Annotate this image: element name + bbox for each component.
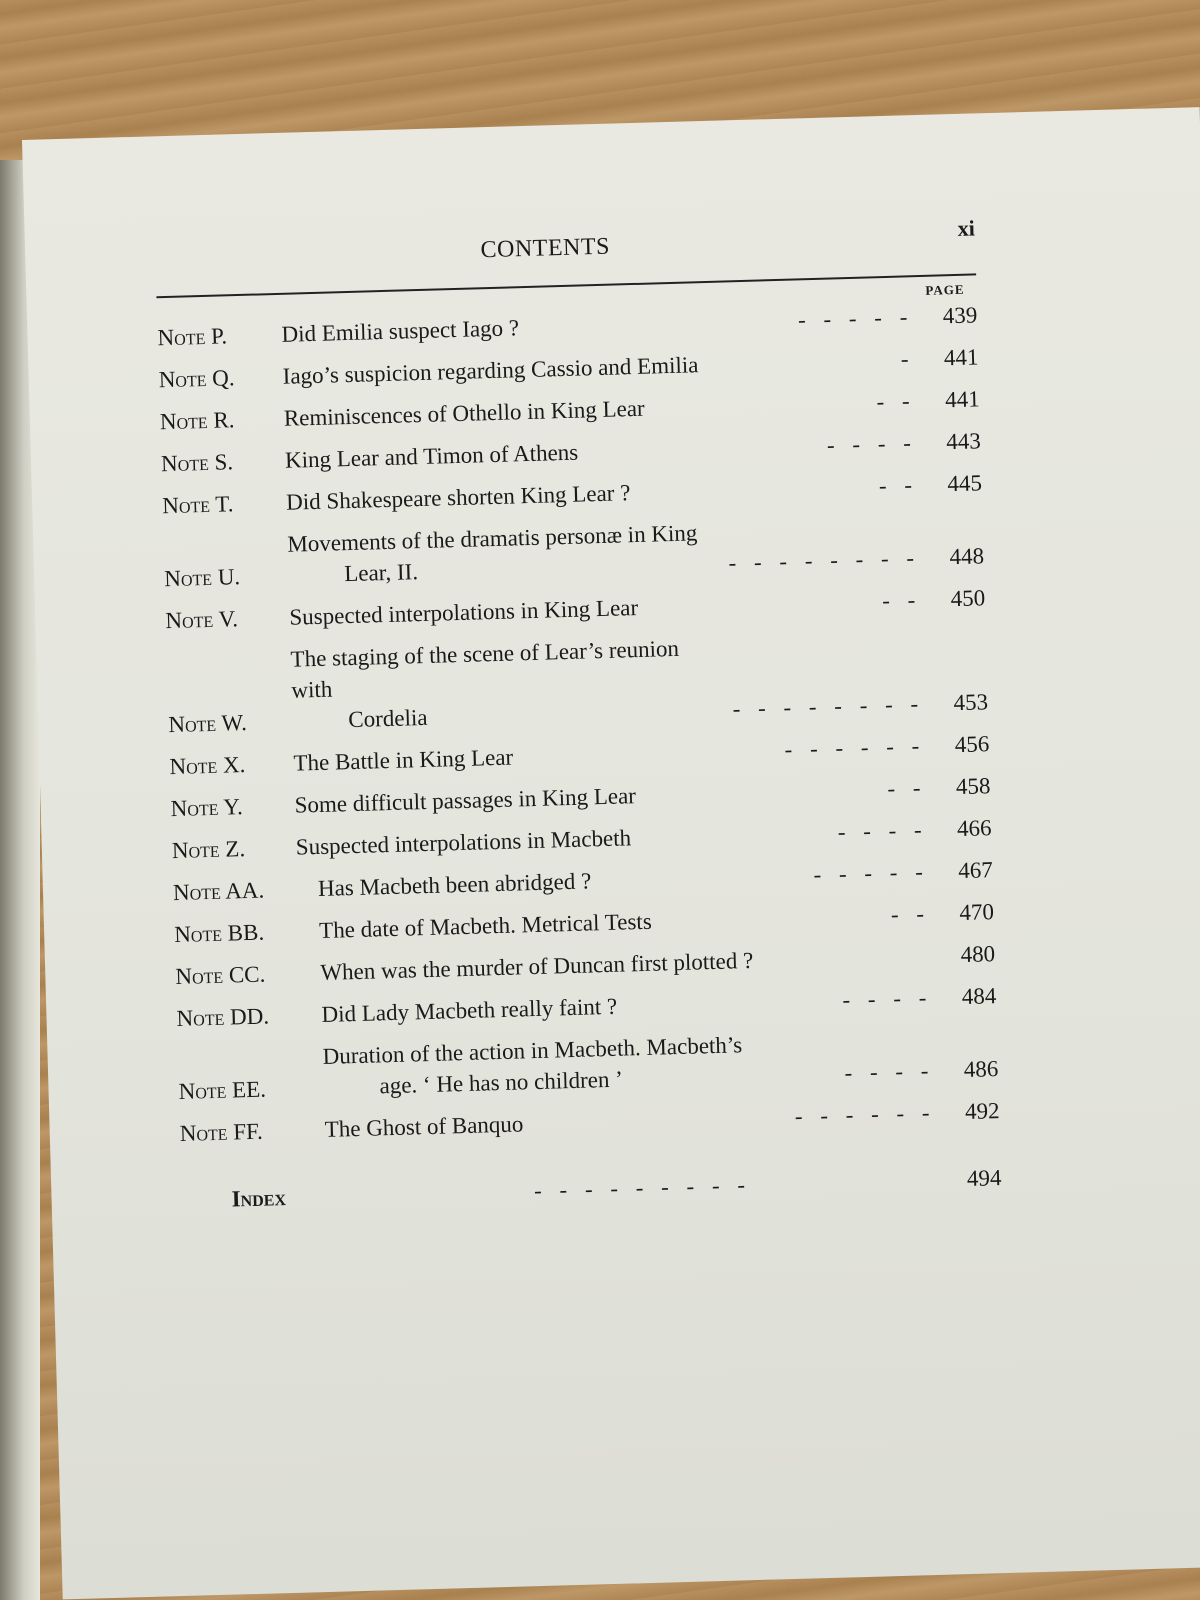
leader-dots: - - - - bbox=[842, 984, 933, 1013]
leader-dots: - - bbox=[876, 388, 916, 415]
leader-dots: - - - - - - bbox=[784, 733, 926, 762]
leader-dots: - - bbox=[890, 900, 931, 928]
page-ref: 453 bbox=[953, 689, 989, 716]
note-title bbox=[295, 817, 832, 863]
note-label: Note S. bbox=[160, 449, 234, 477]
note-label: Note AA. bbox=[172, 877, 265, 906]
note-title-line-2: Cordelia bbox=[347, 704, 428, 733]
note-label: Note BB. bbox=[173, 919, 265, 948]
page-ref: 456 bbox=[954, 731, 990, 758]
page-ref: 443 bbox=[945, 428, 982, 455]
contents-entry bbox=[163, 509, 984, 594]
contents-list bbox=[155, 215, 1002, 1216]
note-title-line-1: Did Emilia suspect Iago ? bbox=[281, 315, 520, 347]
page-ref: 467 bbox=[957, 857, 994, 884]
note-title-line-1: Suspected interpolations in King Lear bbox=[289, 594, 639, 630]
note-label: Note FF. bbox=[179, 1118, 264, 1146]
note-title bbox=[286, 470, 874, 517]
note-label: Note DD. bbox=[176, 1003, 270, 1032]
note-title bbox=[318, 859, 808, 904]
page-ref: 448 bbox=[949, 543, 985, 570]
note-label: Note X. bbox=[169, 752, 246, 780]
leader-dots: - - - - - bbox=[813, 858, 930, 888]
note-title-line-1: The Battle in King Lear bbox=[293, 744, 514, 776]
leader-dots: - - - - bbox=[826, 430, 918, 458]
index-entry bbox=[181, 1162, 1002, 1216]
note-label: Note Q. bbox=[158, 365, 235, 393]
contents-entry bbox=[166, 624, 988, 740]
leader-dots: - - bbox=[878, 472, 919, 499]
note-title-line-1: Suspected interpolations in Macbeth bbox=[295, 825, 632, 860]
page-ref: 458 bbox=[955, 773, 991, 800]
leader-dots: - - bbox=[881, 587, 922, 614]
note-label: Note U. bbox=[163, 564, 241, 592]
note-title-line-1: Iago’s suspicion regarding Cassio and Emilia bbox=[282, 352, 699, 389]
running-title: CONTENTS bbox=[480, 233, 611, 264]
leader-dots: - - - - bbox=[844, 1057, 935, 1086]
leader-dots: - - - - - - - - bbox=[728, 545, 921, 576]
note-title-line-1: Has Macbeth been abridged ? bbox=[317, 868, 592, 902]
note-title-line-1: King Lear and Timon of Athens bbox=[284, 439, 579, 473]
note-title-line-1: Movements of the dramatis personæ in King bbox=[287, 520, 698, 557]
note-title-line-1: The staging of the scene of Lear’s reunion with bbox=[290, 635, 680, 703]
note-label: Note Z. bbox=[171, 836, 246, 864]
note-title bbox=[289, 585, 877, 632]
note-title-line-1: Did Shakespeare shorten King Lear ? bbox=[285, 480, 631, 515]
note-title bbox=[290, 632, 727, 737]
page-ref: 439 bbox=[942, 302, 978, 329]
leader-dots: - - - - bbox=[837, 816, 928, 845]
note-title bbox=[322, 1027, 839, 1103]
page-ref: 480 bbox=[960, 941, 996, 968]
note-label: Note T. bbox=[161, 491, 234, 519]
note-title bbox=[319, 899, 886, 946]
index-page: 494 bbox=[966, 1165, 1002, 1192]
note-title bbox=[294, 773, 882, 820]
note-label: Note P. bbox=[157, 323, 228, 351]
note-title bbox=[320, 940, 926, 988]
page-ref: 441 bbox=[944, 386, 980, 413]
page-column-label: PAGE bbox=[925, 281, 965, 298]
note-title-line-1: When was the murder of Duncan first plotted ? bbox=[320, 947, 754, 985]
leader-dots: - bbox=[900, 346, 915, 372]
page-ref: 484 bbox=[961, 983, 997, 1010]
note-label: Note W. bbox=[168, 709, 248, 738]
leader-dots: - - - - - - - - bbox=[732, 691, 925, 722]
note-title-line-1: The date of Macbeth. Metrical Tests bbox=[318, 908, 653, 944]
note-title bbox=[324, 1101, 789, 1145]
note-label: Note EE. bbox=[178, 1076, 267, 1104]
note-label: Note CC. bbox=[175, 961, 266, 990]
leader-dots: - - - - - - bbox=[794, 1099, 936, 1129]
note-title-line-2: Lear, II. bbox=[343, 559, 419, 587]
note-title-line-1: Did Lady Macbeth really faint ? bbox=[321, 993, 618, 1027]
page-ref: 492 bbox=[964, 1098, 1000, 1125]
note-label: Note V. bbox=[165, 606, 239, 634]
leader-dots: - - - - - - - - - bbox=[533, 1172, 752, 1204]
note-title bbox=[293, 734, 779, 779]
leader-dots: - - - - - bbox=[797, 304, 914, 333]
book-page bbox=[22, 107, 1200, 1599]
note-title-line-1: Reminiscences of Othello in King Lear bbox=[283, 395, 645, 431]
page-ref: 441 bbox=[943, 344, 979, 371]
note-title-line-1: Some difficult passages in King Lear bbox=[294, 783, 637, 818]
note-title-line-1: Duration of the action in Macbeth. Macbeth’s bbox=[322, 1032, 743, 1069]
note-title bbox=[282, 344, 895, 392]
note-title bbox=[287, 517, 723, 591]
note-title-line-1: The Ghost of Banquo bbox=[324, 1111, 524, 1142]
index-label: Index bbox=[231, 1185, 287, 1212]
leader-dots: - - bbox=[887, 775, 927, 802]
page-ref: 466 bbox=[956, 815, 992, 842]
note-title bbox=[283, 386, 871, 433]
note-title bbox=[285, 430, 822, 476]
contents-entry bbox=[177, 1022, 998, 1107]
note-title bbox=[321, 985, 837, 1030]
entries-list bbox=[157, 299, 1000, 1149]
note-label: Note Y. bbox=[170, 794, 244, 822]
page-ref: 486 bbox=[963, 1056, 999, 1083]
note-title-line-2: age. ‘ He has no children ’ bbox=[379, 1066, 624, 1099]
note-label: Note R. bbox=[159, 407, 235, 435]
page-ref: 445 bbox=[947, 470, 983, 497]
page-ref: 470 bbox=[959, 899, 995, 926]
page-ref: 450 bbox=[950, 585, 986, 612]
page-number: xi bbox=[957, 215, 976, 241]
